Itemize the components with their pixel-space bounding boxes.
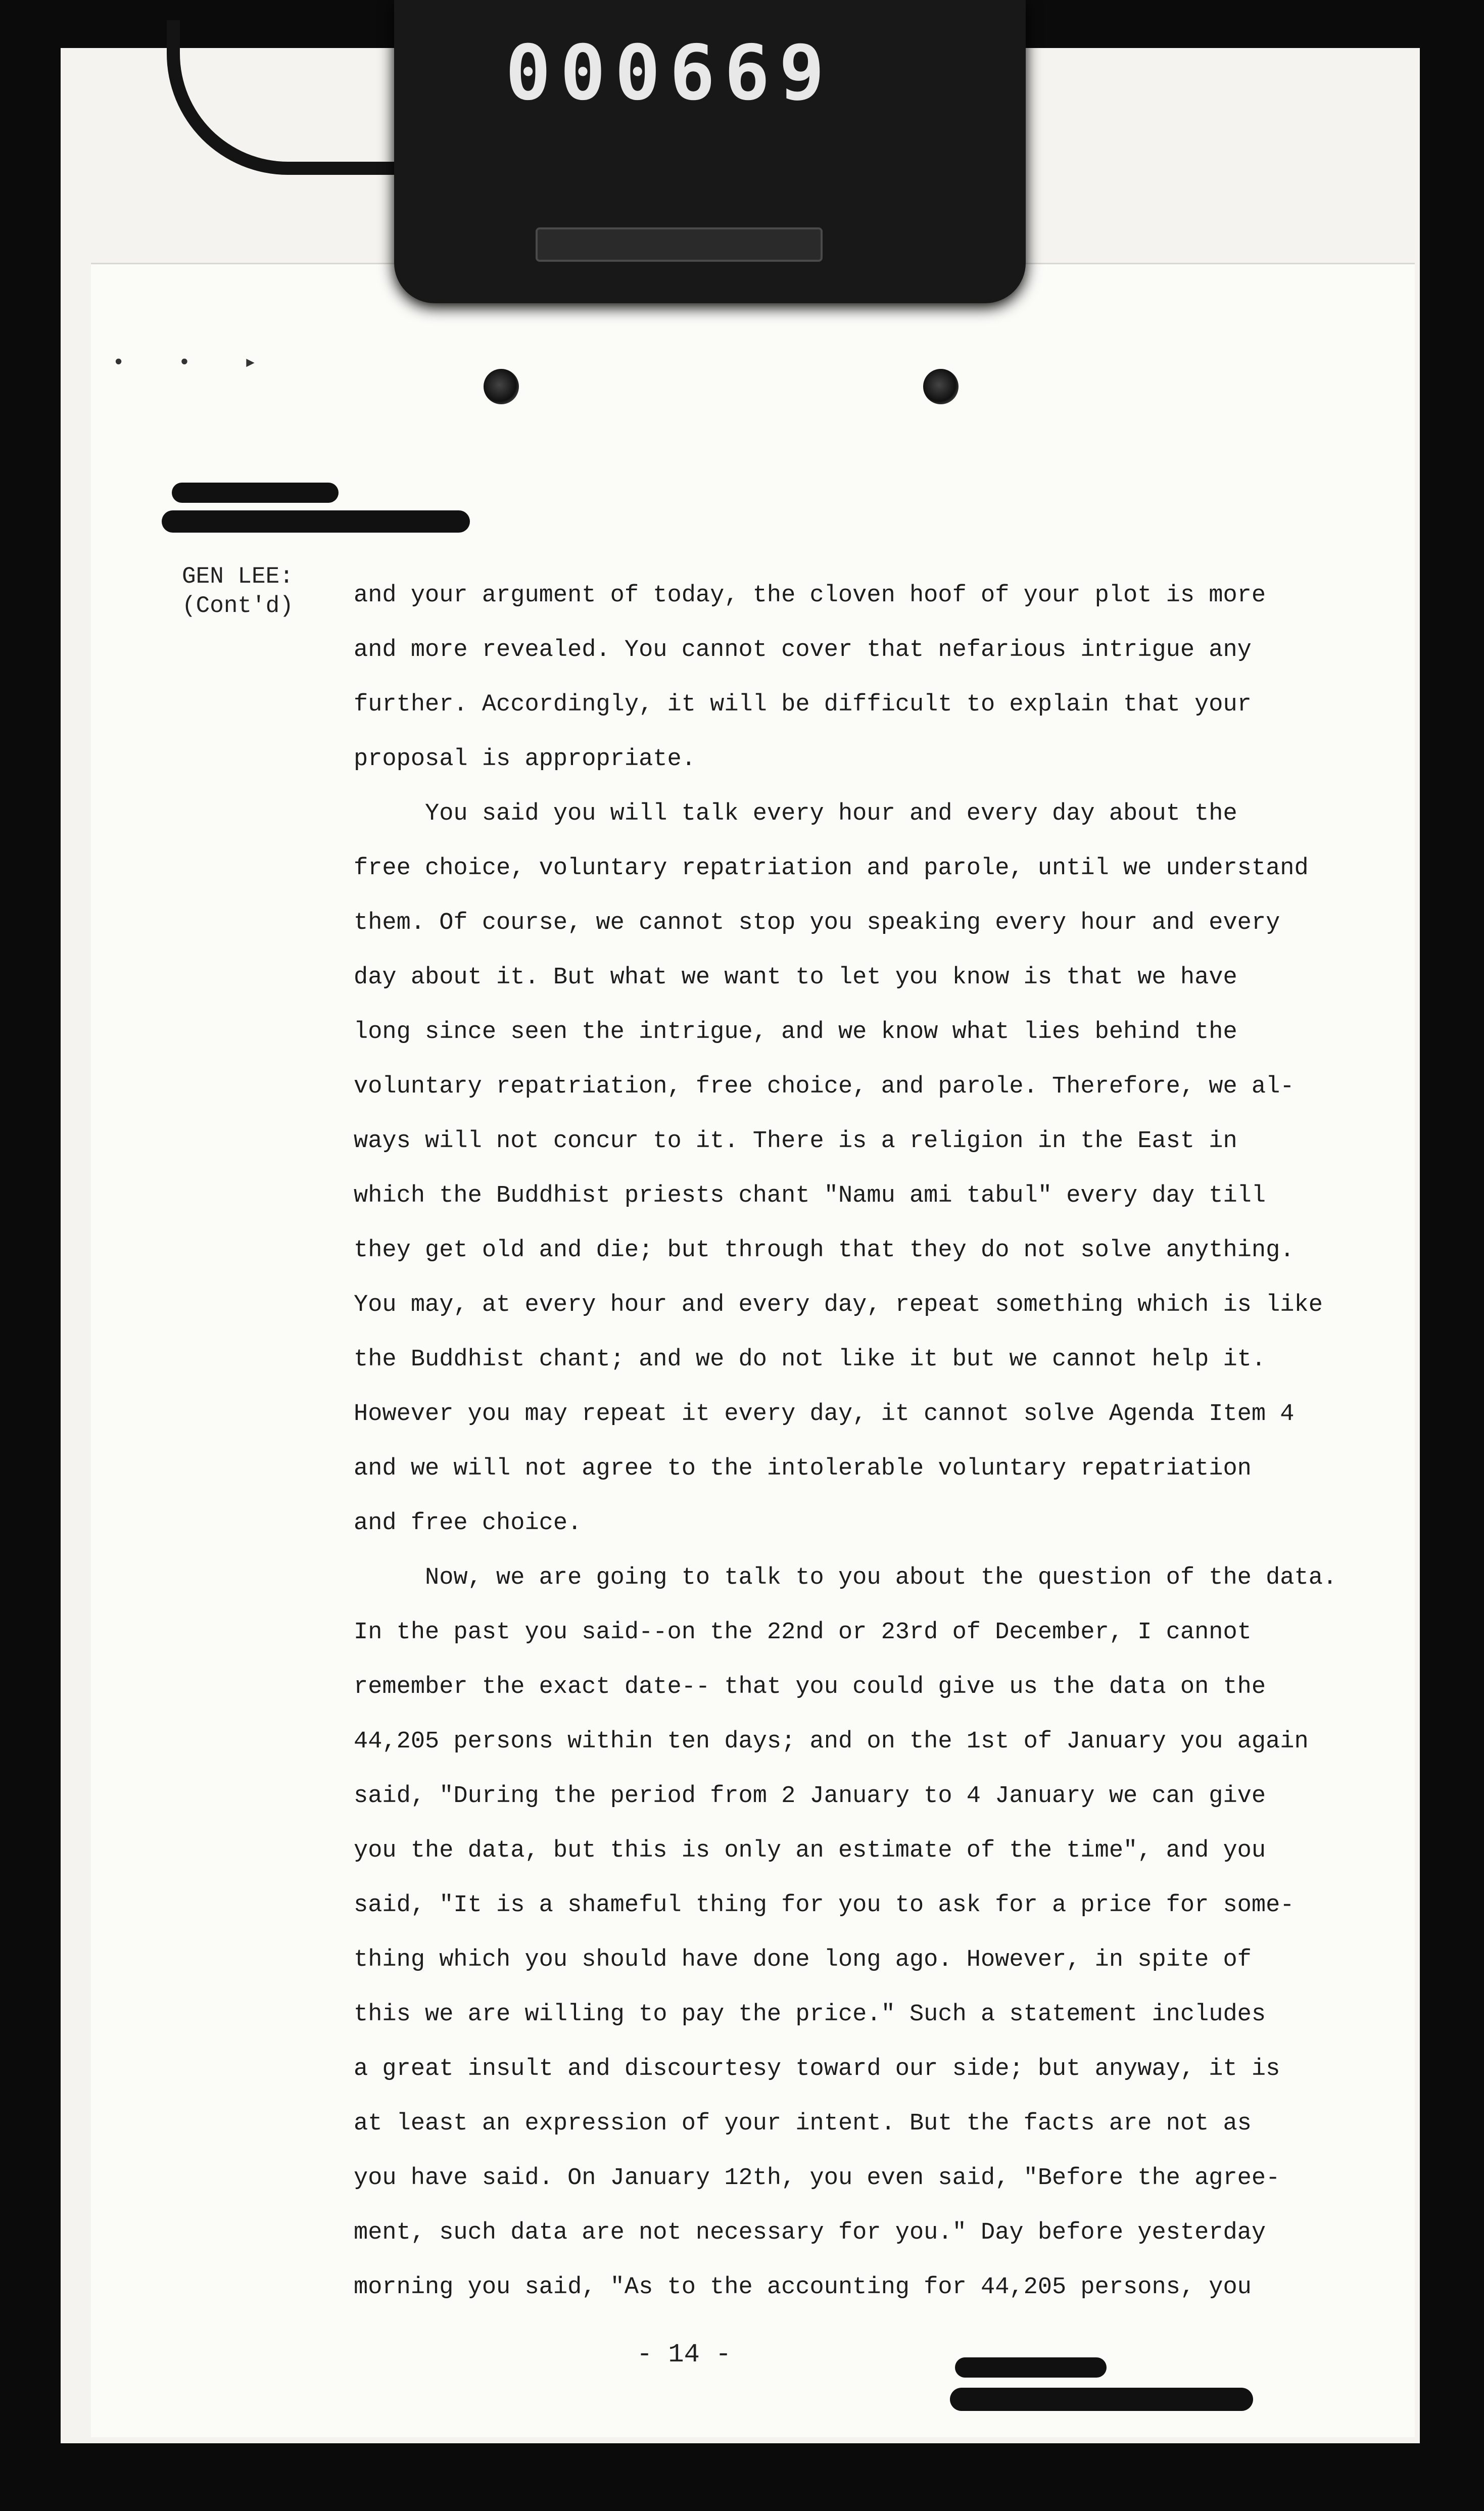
text-line: You said you will talk every hour and every day about the xyxy=(354,800,1237,827)
redaction-bar-classification xyxy=(162,510,470,533)
text-line: morning you said, "As to the accounting for 44,205 persons, you xyxy=(354,2274,1252,2301)
binder-hole-right xyxy=(923,369,959,404)
speaker-continued: (Cont'd) xyxy=(182,593,294,619)
text-line: You may, at every hour and every day, repeat something which is like xyxy=(354,1292,1323,1318)
text-line: ways will not concur to it. There is a religion in the East in xyxy=(354,1128,1237,1155)
binder-hole-left xyxy=(484,369,519,404)
text-line: the Buddhist chant; and we do not like it but we cannot help it. xyxy=(354,1346,1266,1373)
text-line: said, "During the period from 2 January to 4 January we can give xyxy=(354,1783,1266,1810)
text-line: this we are willing to pay the price." Such a statement includes xyxy=(354,2001,1266,2028)
text-line: long since seen the intrigue, and we know what lies behind the xyxy=(354,1019,1237,1046)
frame-counter-device xyxy=(394,0,1026,303)
punch-marks: • • ▸ xyxy=(112,351,277,375)
text-line: Now, we are going to talk to you about the question of the data. xyxy=(354,1565,1337,1591)
text-line: proposal is appropriate. xyxy=(354,746,696,773)
text-line: 44,205 persons within ten days; and on the 1st of January you again xyxy=(354,1728,1309,1755)
text-line: remember the exact date-- that you could give us the data on the xyxy=(354,1674,1266,1700)
text-line: they get old and die; but through that they do not solve anything. xyxy=(354,1237,1295,1264)
text-line: ment, such data are not necessary for you." Day before yesterday xyxy=(354,2219,1266,2246)
redaction-bar-bottom-2 xyxy=(950,2388,1253,2411)
text-line: further. Accordingly, it will be difficult to explain that your xyxy=(354,691,1252,718)
text-line: and more revealed. You cannot cover that nefarious intrigue any xyxy=(354,637,1252,664)
redaction-bar-top xyxy=(172,483,339,503)
redaction-bar-bottom-1 xyxy=(955,2357,1107,2378)
text-line: voluntary repatriation, free choice, and parole. Therefore, we al- xyxy=(354,1073,1295,1100)
frame-counter-number: 000669 xyxy=(505,29,834,117)
speaker-name: GEN LEE: xyxy=(182,563,294,590)
text-line: thing which you should have done long ago. However, in spite of xyxy=(354,1947,1252,1973)
page-number: - 14 - xyxy=(637,2340,732,2370)
text-line: you have said. On January 12th, you even said, "Before the agree- xyxy=(354,2165,1280,2192)
text-line: free choice, voluntary repatriation and parole, until we understand xyxy=(354,855,1309,882)
text-line: and free choice. xyxy=(354,1510,582,1537)
text-line: In the past you said--on the 22nd or 23rd of December, I cannot xyxy=(354,1619,1252,1646)
counter-slot xyxy=(536,227,823,262)
speaker-label xyxy=(182,562,333,621)
text-line: However you may repeat it every day, it cannot solve Agenda Item 4 xyxy=(354,1401,1295,1428)
text-line: at least an expression of your intent. But the facts are not as xyxy=(354,2110,1252,2137)
transcript-body xyxy=(354,568,1337,2315)
text-line: and your argument of today, the cloven hoof of your plot is more xyxy=(354,582,1266,609)
text-line: them. Of course, we cannot stop you speaking every hour and every xyxy=(354,910,1280,936)
text-line: you the data, but this is only an estimate of the time", and you xyxy=(354,1837,1266,1864)
text-line: day about it. But what we want to let you know is that we have xyxy=(354,964,1237,991)
text-line: which the Buddhist priests chant "Namu ami tabul" every day till xyxy=(354,1182,1266,1209)
text-line: said, "It is a shameful thing for you to ask for a price for some- xyxy=(354,1892,1295,1919)
text-line: and we will not agree to the intolerable voluntary repatriation xyxy=(354,1455,1252,1482)
text-line: a great insult and discourtesy toward our side; but anyway, it is xyxy=(354,2056,1280,2082)
